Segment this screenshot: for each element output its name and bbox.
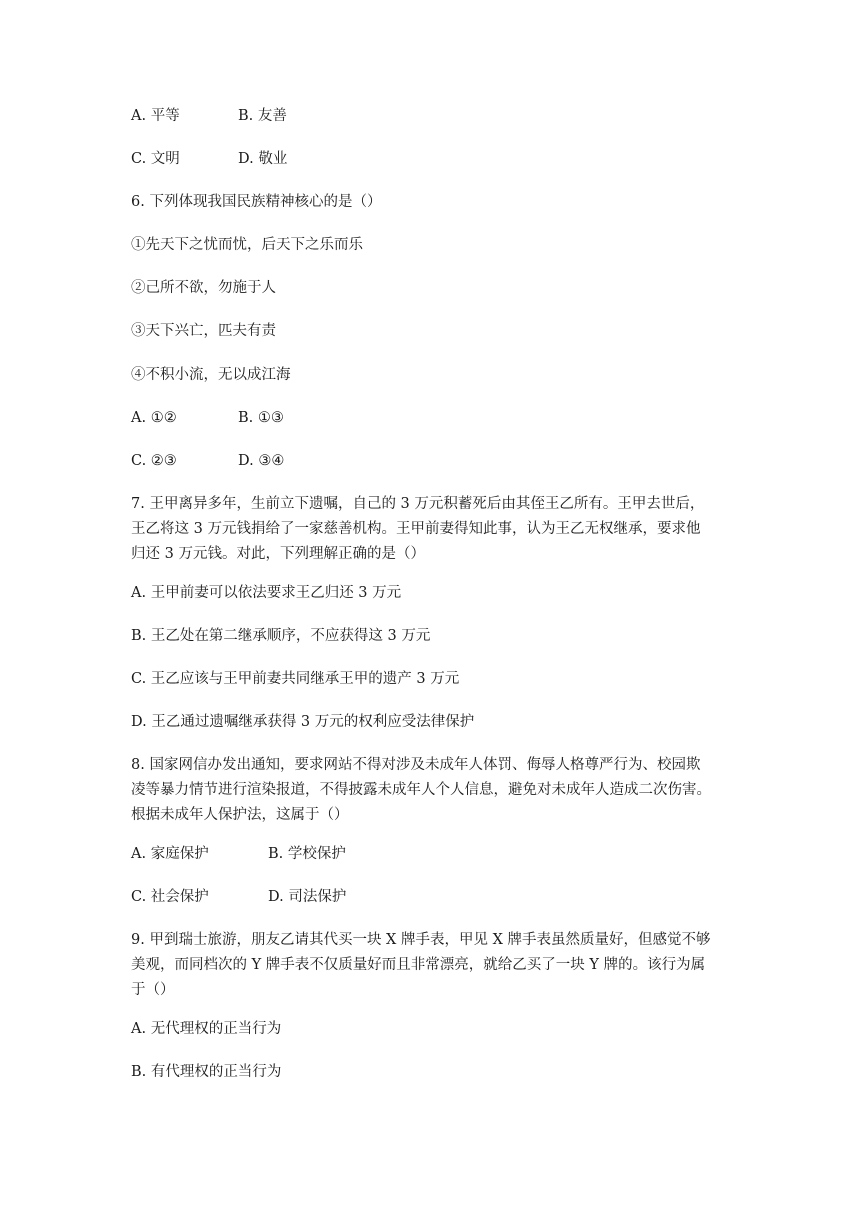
q7-stem-line-1: 7. 王甲离异多年，生前立下遗嘱，自己的 3 万元积蓄死后由其侄王乙所有。王甲去世后， bbox=[131, 496, 705, 512]
q5-option-b: B. 友善 bbox=[238, 108, 287, 124]
q9-stem-line-2: 美观，而同档次的 Y 牌手表不仅质量好而且非常漂亮，就给乙买了一块 Y 牌的。该行为属 bbox=[131, 957, 706, 973]
q7-option-b: B. 王乙处在第二继承顺序，不应获得这 3 万元 bbox=[131, 628, 431, 644]
q9-option-a: A. 无代理权的正当行为 bbox=[131, 1021, 282, 1037]
q6-option-b: B. ①③ bbox=[238, 410, 284, 426]
q6-item-2: ②己所不欲，勿施于人 bbox=[131, 280, 276, 296]
q7-stem-line-3: 归还 3 万元钱。对此，下列理解正确的是（） bbox=[131, 546, 425, 562]
q8-option-b: B. 学校保护 bbox=[268, 846, 346, 862]
q8-option-c: C. 社会保护 bbox=[131, 889, 209, 905]
q6-option-c: C. ②③ bbox=[131, 453, 177, 469]
q5-option-a: A. 平等 bbox=[131, 108, 180, 124]
q8-option-a: A. 家庭保护 bbox=[131, 846, 209, 862]
q7-stem-line-2: 王乙将这 3 万元钱捐给了一家慈善机构。王甲前妻得知此事，认为王乙无权继承，要求他 bbox=[131, 521, 701, 537]
q8-stem-line-1: 8. 国家网信办发出通知，要求网站不得对涉及未成年人体罚、侮辱人格尊严行为、校园欺 bbox=[131, 757, 701, 773]
q9-stem-line-3: 于（） bbox=[131, 982, 175, 998]
q6-option-d: D. ③④ bbox=[238, 453, 285, 469]
q6-item-3: ③天下兴亡，匹夫有责 bbox=[131, 323, 276, 339]
q7-option-d: D. 王乙通过遗嘱继承获得 3 万元的权利应受法律保护 bbox=[131, 714, 475, 730]
q8-stem-line-3: 根据未成年人保护法，这属于（） bbox=[131, 807, 349, 823]
q7-option-c: C. 王乙应该与王甲前妻共同继承王甲的遗产 3 万元 bbox=[131, 671, 460, 687]
q9-option-b: B. 有代理权的正当行为 bbox=[131, 1064, 282, 1080]
q8-option-d: D. 司法保护 bbox=[268, 889, 347, 905]
q6-item-1: ①先天下之忧而忧，后天下之乐而乐 bbox=[131, 237, 363, 253]
q8-stem-line-2: 凌等暴力情节进行渲染报道，不得披露未成年人个人信息，避免对未成年人造成二次伤害。 bbox=[131, 782, 711, 798]
q5-option-c: C. 文明 bbox=[131, 151, 180, 167]
q6-stem: 6. 下列体现我国民族精神核心的是（） bbox=[131, 194, 382, 210]
q6-item-4: ④不积小流，无以成江海 bbox=[131, 367, 291, 383]
q9-stem-line-1: 9. 甲到瑞士旅游，朋友乙请其代买一块 X 牌手表，甲见 X 牌手表虽然质量好，但感觉不够 bbox=[131, 932, 711, 948]
q7-option-a: A. 王甲前妻可以依法要求王乙归还 3 万元 bbox=[131, 585, 402, 601]
q5-option-d: D. 敬业 bbox=[238, 151, 288, 167]
q6-option-a: A. ①② bbox=[131, 410, 177, 426]
